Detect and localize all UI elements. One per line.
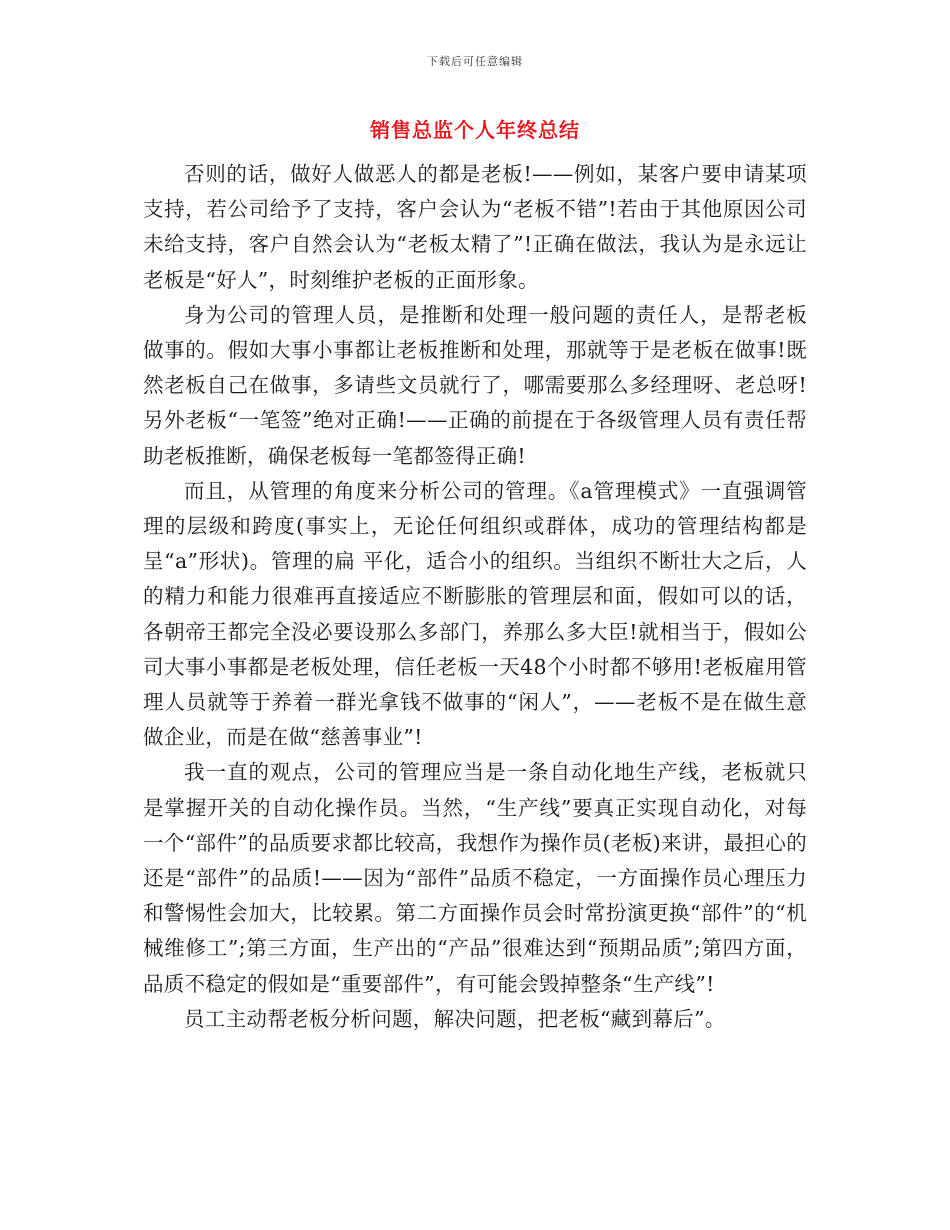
paragraph-3: 而且，从管理的角度来分析公司的管理。《a管理模式》一直强调管理的层级和跨度(事实上，无论任何组织或群体，成功的管理结构都是呈“a”形状)。管理的扁 平化，适合小的组织。当组织不断壮大之后，人的精力和能力很难再直接适应不断膨胀的管理层和面，假如可以的话，各朝帝王都完全没必要设那么多部门，养那么多大臣!就相当于，假如公司大事小事都是老板处理，信任老板一天48个小时都不够用!老板雇用管理人员就等于养着一群光拿钱不做事的“闲人”，——老板不是在做生意做企业，而是在做“慈善事业”!: [143, 478, 807, 750]
paragraph-2: 身为公司的管理人员，是推断和处理一般问题的责任人，是帮老板做事的。假如大事小事都让老板推断和处理，那就等于是老板在做事!既然老板自己在做事，多请些文员就行了，哪需要那么多经理呀、老总呀!另外老板“一笔签”绝对正确!——正确的前提在于各级管理人员有责任帮助老板推断，确保老板每一笔都签得正确!: [143, 302, 807, 468]
paragraph-5: 员工主动帮老板分析问题，解决问题，把老板“藏到幕后”。: [184, 1006, 726, 1031]
document-title: 销售总监个人年终总结: [370, 118, 580, 142]
paragraph-1: 否则的话，做好人做恶人的都是老板!——例如，某客户要申请某项支持，若公司给予了支持，客户会认为“老板不错”!若由于其他原因公司未给支持，客户自然会认为“老板太精了”!正确在做法，我认为是永远让老板是“好人”，时刻维护老板的正面形象。: [143, 162, 807, 292]
header-note: 下载后可任意编辑: [427, 55, 523, 68]
paragraph-4: 我一直的观点，公司的管理应当是一条自动化地生产线，老板就只是掌握开关的自动化操作员。当然，“生产线”要真正实现自动化，对每一个“部件”的品质要求都比较高，我想作为操作员(老板)来讲，最担心的还是“部件”的品质!——因为“部件”品质不稳定，一方面操作员心理压力和警惕性会加大，比较累。第二方面操作员会时常扮演更换“部件”的“机械维修工”;第三方面，生产出的“产品”很难达到“预期品质”;第四方面，品质不稳定的假如是“重要部件”，有可能会毁掉整条“生产线”!: [143, 760, 807, 996]
document-body: [143, 157, 807, 1037]
